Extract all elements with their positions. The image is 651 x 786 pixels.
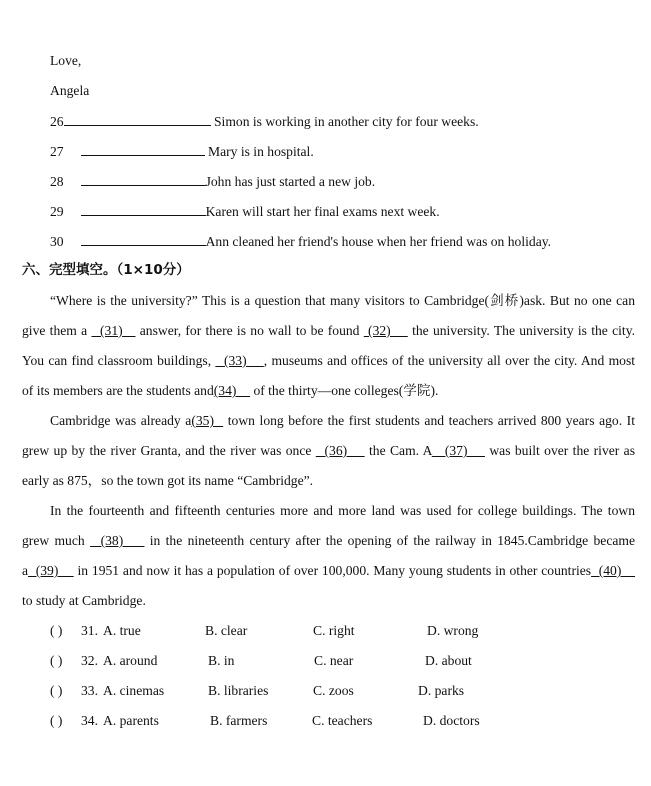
matching-item-27 [50, 143, 651, 160]
option-d: D. about [425, 653, 472, 668]
option-d: D. parks [418, 683, 465, 698]
item-number: 27 [50, 144, 64, 159]
passage-line: In the fourteenth and fifteenth centuries more and more land was used for college buildings. The town [50, 503, 635, 518]
letter-signature: Angela [50, 83, 90, 98]
option-a: A. cinemas [103, 683, 165, 698]
option-b: B. clear [205, 623, 248, 638]
passage-line: of its members are the students and(34) of the thirty—one colleges(学院). [22, 383, 439, 398]
blank-38[interactable]: (38) [90, 533, 145, 548]
blank-36[interactable]: (36) [315, 443, 365, 458]
item-text: Simon is working in another city for four weeks. [210, 114, 479, 129]
answer-blank[interactable] [81, 233, 206, 246]
passage-line: Cambridge was already a(35) town long before the first students and teachers arrived 800 years ago. It [50, 413, 635, 428]
blank-40[interactable]: (40) [591, 563, 635, 578]
item-text: Mary is in hospital. [204, 144, 314, 159]
matching-item-30 [50, 233, 651, 250]
item-text: Ann cleaned her friend's house when her friend was on holiday. [205, 234, 552, 249]
option-d: D. wrong [427, 623, 479, 638]
option-d: D. doctors [423, 713, 480, 728]
blank-37[interactable]: (37) [431, 443, 485, 458]
answer-paren[interactable]: ( ) [50, 683, 63, 698]
passage-line: grew up by the river Granta, and the river was once (36) the Cam. A (37) was built over the river as [22, 443, 635, 458]
item-number: 30 [50, 234, 64, 249]
option-c: C. zoos [313, 683, 354, 698]
blank-35[interactable]: (35) [191, 413, 224, 428]
passage-line: You can find classroom buildings, (33) , museums and offices of the university all over the city. And most [22, 353, 636, 368]
passage-line: grew much (38) in the nineteenth century after the opening of the railway in 1845.Cambridge became [22, 533, 636, 548]
question-number: 32. [81, 653, 98, 668]
item-number: 26 [50, 114, 64, 129]
blank-33[interactable]: (33) [215, 353, 264, 368]
passage-line: a (39) in 1951 and now it has a population of over 100,000. Many young students in other countries (40) [22, 563, 635, 578]
option-b: B. in [208, 653, 235, 668]
matching-item-26 [50, 113, 651, 130]
option-a: A. parents [103, 713, 159, 728]
option-b: B. libraries [208, 683, 269, 698]
answer-blank[interactable] [81, 173, 206, 186]
question-number: 34. [81, 713, 98, 728]
answer-paren[interactable]: ( ) [50, 713, 63, 728]
blank-32[interactable]: (32) [363, 323, 408, 338]
section-score: （1×10分） [116, 262, 190, 278]
option-c: C. teachers [312, 713, 373, 728]
answer-paren[interactable]: ( ) [50, 653, 63, 668]
answer-paren[interactable]: ( ) [50, 623, 63, 638]
passage-line: “Where is the university?” This is a question that many visitors to Cambridge(剑桥)ask. But no one can [50, 293, 635, 308]
blank-39[interactable]: (39) [28, 563, 74, 578]
item-number: 28 [50, 174, 64, 189]
passage-line: give them a (31) answer, for there is no wall to be found (32) the university. The university is the city. [22, 323, 636, 338]
option-b: B. farmers [210, 713, 268, 728]
item-number: 29 [50, 204, 64, 219]
answer-blank[interactable] [81, 203, 206, 216]
matching-item-29 [50, 203, 651, 220]
item-text: Karen will start her final exams next week. [205, 204, 440, 219]
matching-item-28 [50, 173, 651, 190]
passage-line: early as 875，so the town got its name “Cambridge”. [22, 473, 314, 488]
section-title: 六、完型填空。 [22, 262, 117, 278]
answer-blank[interactable] [81, 143, 205, 156]
item-text: John has just started a new job. [205, 174, 376, 189]
option-a: A. around [103, 653, 158, 668]
question-number: 33. [81, 683, 98, 698]
option-a: A. true [103, 623, 141, 638]
section-heading [22, 262, 651, 278]
option-c: C. near [314, 653, 354, 668]
option-c: C. right [313, 623, 355, 638]
answer-blank[interactable] [64, 113, 211, 126]
letter-closing: Love, [50, 53, 82, 68]
question-number: 31. [81, 623, 98, 638]
blank-34[interactable]: (34) [213, 383, 251, 398]
blank-31[interactable]: (31) [91, 323, 136, 338]
passage-line: to study at Cambridge. [22, 593, 146, 608]
